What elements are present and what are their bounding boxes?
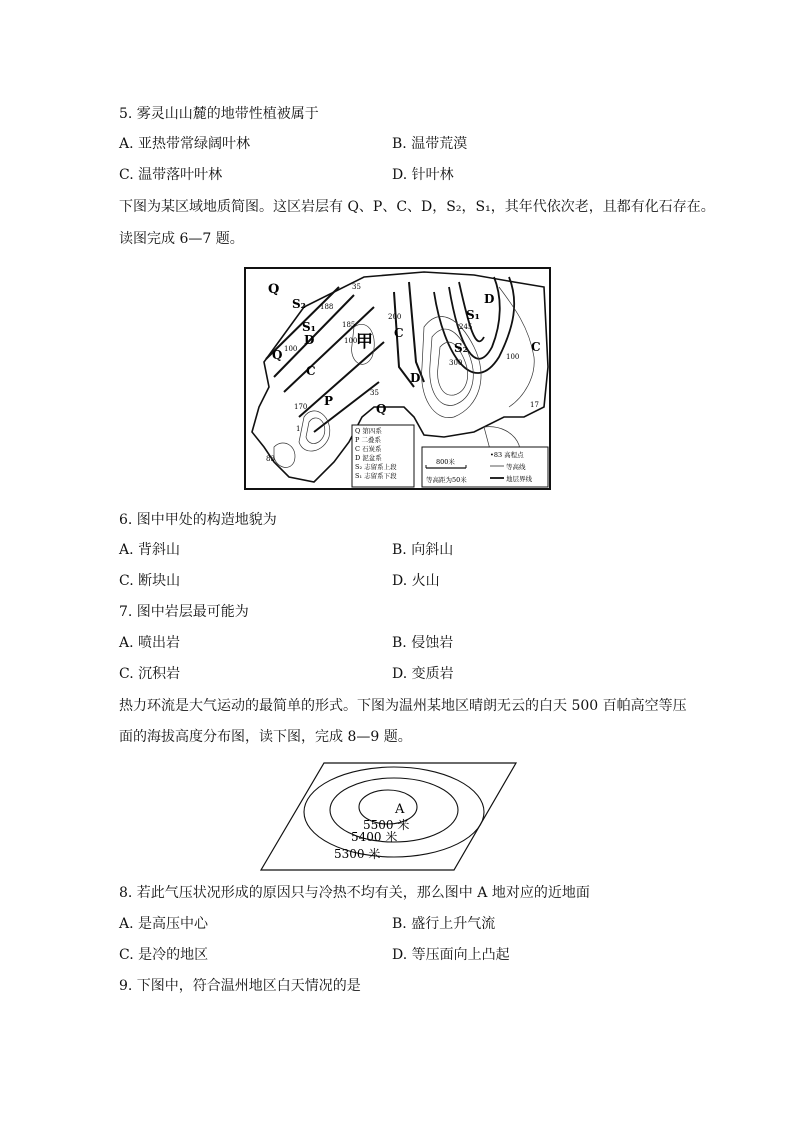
- svg-text:100: 100: [344, 337, 358, 345]
- svg-text:100: 100: [284, 345, 298, 353]
- question-6-option-c: C. 断块山: [119, 573, 181, 589]
- geology-intro-line-1: 下图为某区域地质简图。这区岩层有 Q、P、C、D，S₂，S₁，其年代依次老，且都有化石存在。: [119, 199, 715, 215]
- svg-text:D 泥盆系: D 泥盆系: [355, 454, 382, 462]
- question-7-option-d: D. 变质岩: [392, 666, 454, 682]
- svg-text:P 二叠系: P 二叠系: [355, 436, 381, 444]
- legend-point: •83 高程点: [490, 451, 524, 459]
- svg-text:S₂ 志留系上段: S₂ 志留系上段: [355, 463, 397, 471]
- svg-text:35: 35: [352, 283, 361, 291]
- isobaric-surface-diagram: [258, 758, 520, 874]
- geo-label: C: [394, 326, 404, 340]
- question-7-option-c: C. 沉积岩: [119, 666, 181, 682]
- svg-text:S₁ 志留系下段: S₁ 志留系下段: [355, 472, 397, 480]
- svg-text:188: 188: [320, 303, 334, 311]
- question-5-option-c: C. 温带落叶叶林: [119, 167, 223, 183]
- svg-text:170: 170: [294, 403, 308, 411]
- question-6-option-d: D. 火山: [392, 573, 440, 589]
- question-8-option-a: A. 是高压中心: [119, 916, 209, 932]
- question-8-option-c: C. 是冷的地区: [119, 947, 209, 963]
- svg-text:245: 245: [459, 323, 473, 331]
- svg-text:17: 17: [530, 401, 539, 409]
- svg-text:200: 200: [388, 313, 402, 321]
- geo-label: S₁: [302, 320, 316, 334]
- geological-map: [244, 267, 551, 490]
- question-6-stem: 6. 图中甲处的构造地貌为: [119, 512, 277, 528]
- svg-text:300: 300: [449, 359, 463, 367]
- svg-text:83: 83: [266, 455, 275, 463]
- question-5-stem: 5. 雾灵山山麓的地带性植被属于: [119, 106, 319, 122]
- scale-label: 800米: [436, 458, 455, 466]
- plane-outline: [261, 763, 516, 870]
- question-5-option-a: A. 亚热带常绿阔叶林: [119, 136, 251, 152]
- geo-label: D: [410, 371, 421, 385]
- geology-intro-line-2: 读图完成 6—7 题。: [119, 231, 244, 247]
- legend-contour: 等高线: [506, 463, 526, 471]
- geological-map-figure: [244, 267, 551, 490]
- geo-label: Q: [268, 282, 280, 297]
- svg-text:1: 1: [296, 425, 301, 433]
- question-7-stem: 7. 图中岩层最可能为: [119, 604, 249, 620]
- question-8-stem: 8. 若此气压状况形成的原因只与冷热不均有关，那么图中 A 地对应的近地面: [119, 885, 590, 901]
- pressure-intro-line-2: 面的海拔高度分布图，读下图，完成 8—9 题。: [119, 729, 412, 745]
- svg-text:35: 35: [370, 389, 379, 397]
- question-8-option-d: D. 等压面向上凸起: [392, 947, 510, 963]
- geo-label: D: [484, 292, 495, 306]
- geo-label: S₂: [454, 341, 468, 355]
- svg-text:C 石炭系: C 石炭系: [355, 445, 382, 453]
- contour-label-5300: 5300 米: [334, 847, 381, 861]
- contour-label-5500: 5500 米: [363, 818, 410, 832]
- question-7-option-a: A. 喷出岩: [119, 635, 181, 651]
- contour-label-5400: 5400 米: [351, 830, 398, 844]
- isobaric-surface-figure: [258, 758, 520, 874]
- geo-label: Q: [272, 348, 283, 362]
- question-6-option-b: B. 向斜山: [392, 542, 454, 558]
- question-7-option-b: B. 侵蚀岩: [392, 635, 454, 651]
- svg-text:Q 第四系: Q 第四系: [355, 427, 382, 435]
- svg-text:100: 100: [506, 353, 520, 361]
- geo-label: S₁: [466, 308, 480, 322]
- geo-label: C: [531, 340, 541, 354]
- question-8-option-b: B. 盛行上升气流: [392, 916, 496, 932]
- geo-label: Q: [376, 402, 387, 416]
- question-6-option-a: A. 背斜山: [119, 542, 181, 558]
- pressure-intro-line-1: 热力环流是大气运动的最简单的形式。下图为温州某地区晴朗无云的白天 500 百帕高空等压: [119, 698, 687, 714]
- question-5-option-d: D. 针叶林: [392, 167, 454, 183]
- point-a-label: A: [395, 802, 405, 817]
- geo-label: C: [306, 364, 316, 378]
- svg-text:185: 185: [342, 321, 356, 329]
- question-5-option-b: B. 温带荒漠: [392, 136, 468, 152]
- geo-label: D: [304, 333, 315, 347]
- contour-interval: 等高距为50米: [426, 476, 467, 484]
- legend-boundary: 地层界线: [506, 475, 532, 483]
- geo-label: P: [324, 394, 334, 408]
- question-9-stem: 9. 下图中，符合温州地区白天情况的是: [119, 978, 361, 994]
- geo-label: S₂: [292, 297, 306, 311]
- jia-marker: 甲: [356, 332, 373, 352]
